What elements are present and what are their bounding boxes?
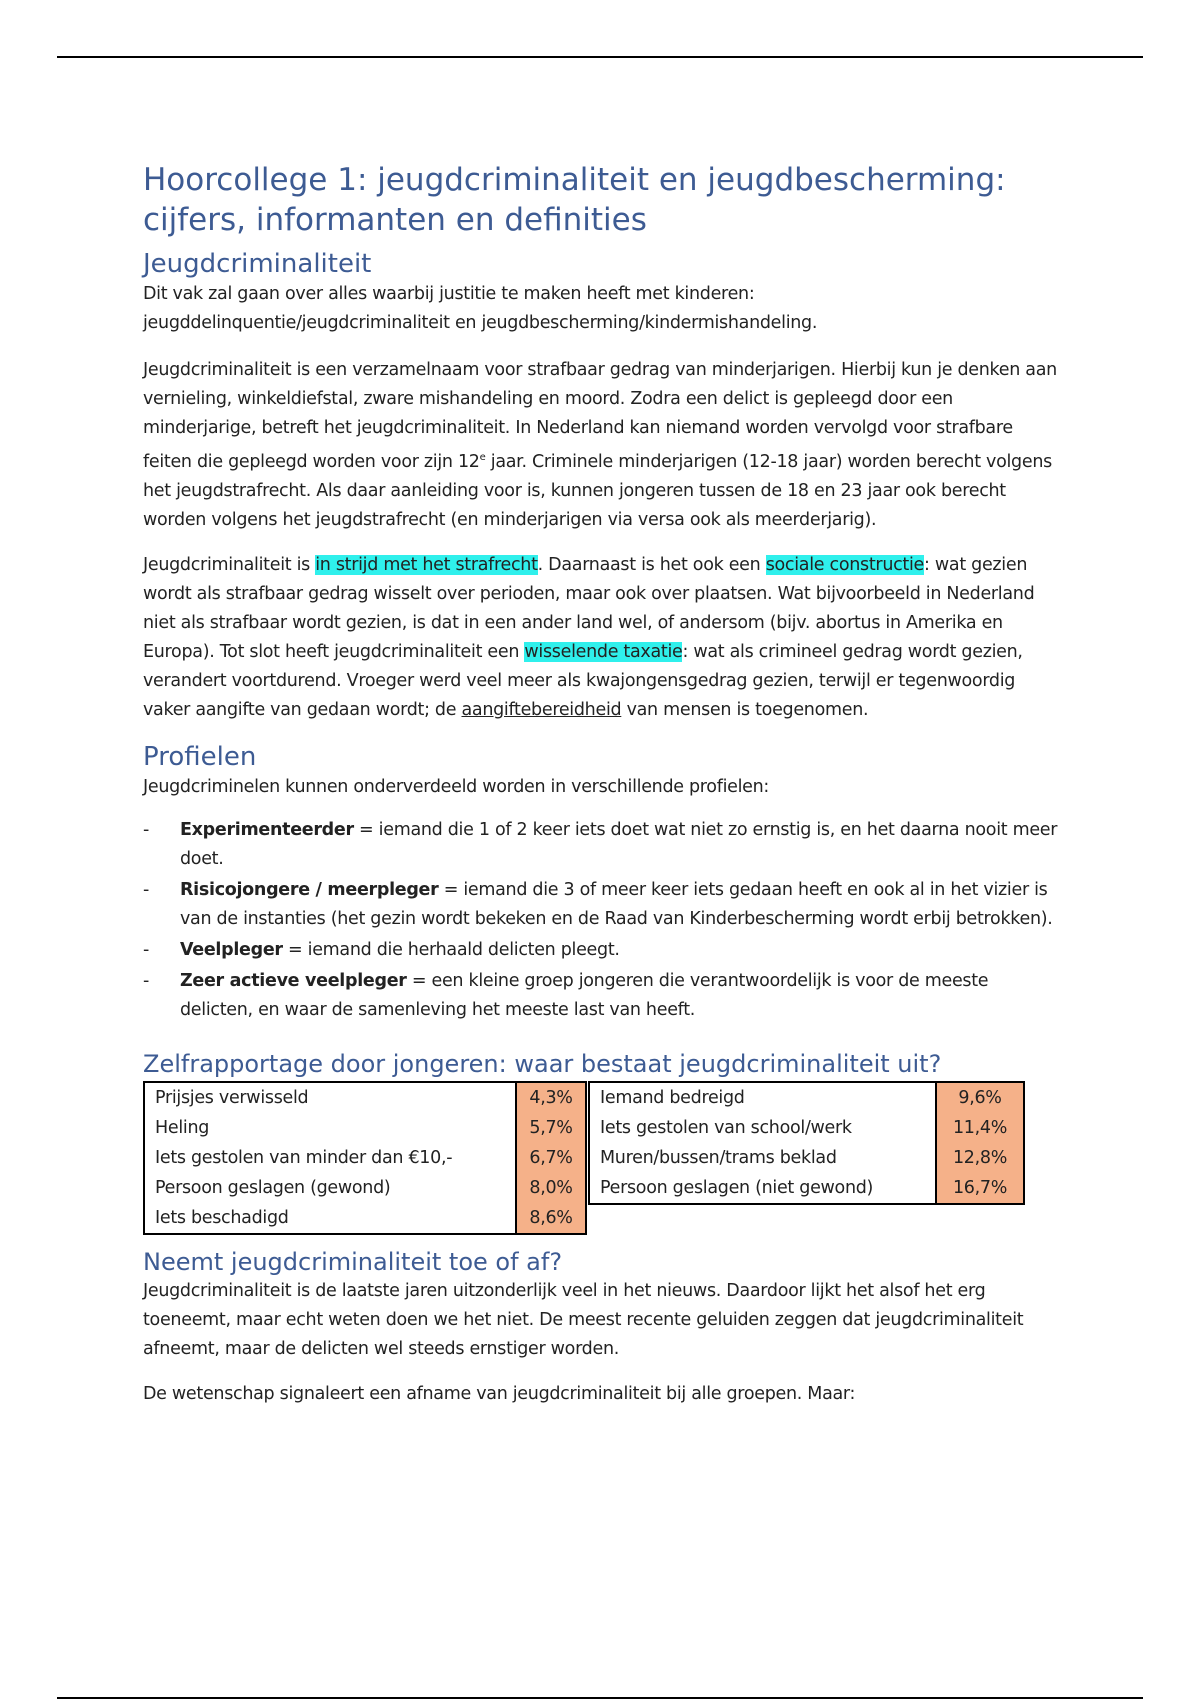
table-cell-value: 4,3% (516, 1082, 586, 1113)
underlined-aangiftebereidheid: aangiftebereidheid (461, 699, 622, 720)
table-cell-value: 11,4% (936, 1113, 1024, 1143)
list-item: - Zeer actieve veelpleger = een kleine groep jongeren die verantwoordelijk is voor de meeste delicten, en waar de samenleving het meeste last van heeft. (143, 970, 989, 1020)
table-cell-label: Iets gestolen van school/werk (589, 1113, 936, 1143)
footer-rule (57, 1697, 1143, 1699)
table-cell-value: 8,6% (516, 1203, 586, 1234)
list-item: - Risicojongere / meerpleger = iemand die 3 of meer keer iets gedaan heeft en ook al in het vizier is van de instanties (het gezin wordt bekeken en de Raad van Kinderbescherming wordt erbij betrokken). (143, 879, 1053, 929)
highlight-sociale-constructie: sociale constructie (765, 554, 925, 575)
paragraph-profielen-intro: Jeugdcriminelen kunnen onderverdeeld worden in verschillende profielen: (143, 776, 770, 797)
document-body (143, 160, 1063, 1409)
table-cell-value: 9,6% (936, 1082, 1024, 1113)
table-row (144, 1173, 586, 1203)
table-cell-label: Heling (155, 1117, 210, 1138)
heading-jeugdcriminaliteit: Jeugdcriminaliteit (143, 249, 372, 279)
heading-profielen: Profielen (143, 741, 257, 772)
table-row (589, 1173, 1024, 1204)
zelfrapportage-tables (143, 1081, 1063, 1231)
paragraph-nieuws: Jeugdcriminaliteit is de laatste jaren uitzonderlijk veel in het nieuws. Daardoor lijkt het alsof het erg toeneemt, maar echt weten doen we het niet. De meest recente geluiden zeggen dat jeugdcriminaliteit afneemt, maar de delicten wel steeds ernstiger worden. (143, 1280, 1024, 1359)
table-row (589, 1143, 1024, 1173)
table-row (144, 1082, 586, 1113)
header-rule (57, 56, 1143, 58)
table-cell-label: Persoon geslagen (gewond) (155, 1177, 391, 1198)
table-cell-value: 5,7% (516, 1113, 586, 1143)
zelfrapportage-table-right (588, 1081, 1025, 1205)
table-cell-label: Iets beschadigd (155, 1207, 289, 1228)
table-cell-value: 8,0% (516, 1173, 586, 1203)
table-cell-value: 12,8% (936, 1143, 1024, 1173)
table-row (589, 1082, 1024, 1113)
paragraph-wetenschap: De wetenschap signaleert een afname van jeugdcriminaliteit bij alle groepen. Maar: (143, 1383, 856, 1404)
zelfrapportage-table-left (143, 1081, 587, 1235)
highlight-wisselende-taxatie: wisselende taxatie (524, 641, 683, 662)
document-title: Hoorcollege 1: jeugdcriminaliteit en jeugdbescherming: cijfers, informanten en definities (143, 162, 1006, 238)
paragraph-definition: Jeugdcriminaliteit is een verzamelnaam voor strafbaar gedrag van minderjarigen. Hierbij kun je denken aan vernieling, winkeldiefstal, zware mishandeling en moord. Zodra een delict is gepleegd door een minderjarige, betreft het jeugdcriminaliteit. In Nederland kan niemand worden vervolgd voor strafbare feiten die gepleegd worden voor zijn 12e jaar. Criminele minderjarigen (12-18 jaar) worden berecht volgens het jeugdstrafrecht. Als daar aanleiding voor is, kunnen jongeren tussen de 18 en 23 jaar ook berecht worden volgens het jeugdstrafrecht (en minderjarigen via versa ook als meerderjarig). (143, 360, 1057, 530)
table-cell-label: Prijsjes verwisseld (155, 1087, 309, 1108)
table-cell-value: 6,7% (516, 1143, 586, 1173)
paragraph-intro: Dit vak zal gaan over alles waarbij justitie te maken heeft met kinderen: jeugddelinquentie/jeugdcriminaliteit en jeugdbescherming/kindermishandeling. (143, 284, 818, 333)
table-cell-value: 16,7% (936, 1173, 1024, 1204)
highlight-strafrecht: in strijd met het strafrecht (315, 554, 538, 575)
heading-neemt-toe-of-af: Neemt jeugdcriminaliteit toe of af? (143, 1247, 563, 1276)
list-item: - Veelpleger = iemand die herhaald delicten pleegt. (143, 939, 620, 960)
list-item: - Experimenteerder = iemand die 1 of 2 keer iets doet wat niet zo ernstig is, en het daarna nooit meer doet. (143, 819, 1058, 869)
profielen-list (143, 816, 1063, 1025)
heading-zelfrapportage: Zelfrapportage door jongeren: waar bestaat jeugdcriminaliteit uit? (143, 1049, 942, 1078)
table-cell-label: Muren/bussen/trams beklad (589, 1143, 936, 1173)
table-row (589, 1113, 1024, 1143)
table-row (144, 1113, 586, 1143)
table-row (144, 1203, 586, 1234)
table-cell-label: Iemand bedreigd (589, 1082, 936, 1113)
table-cell-label: Persoon geslagen (niet gewond) (589, 1173, 936, 1204)
table-cell-label: Iets gestolen van minder dan €10,- (155, 1147, 453, 1168)
table-row (144, 1143, 586, 1173)
paragraph-constructie: Jeugdcriminaliteit is in strijd met het strafrecht. Daarnaast is het ook een sociale constructie: wat gezien wordt als strafbaar gedrag wisselt over perioden, maar ook over plaatsen. Wat bijvoorbeeld in Nederland niet als strafbaar wordt gezien, is dat in een ander land wel, of andersom (bijv. abortus in Amerika en Europa). Tot slot heeft jeugdcriminaliteit een wisselende taxatie: wat als crimineel gedrag wordt gezien, verandert voortdurend. Vroeger werd veel meer als kwajongensgedrag gezien, terwijl er tegenwoordig vaker aangifte van gedaan wordt; de aangiftebereidheid van mensen is toegenomen. (143, 554, 1035, 720)
